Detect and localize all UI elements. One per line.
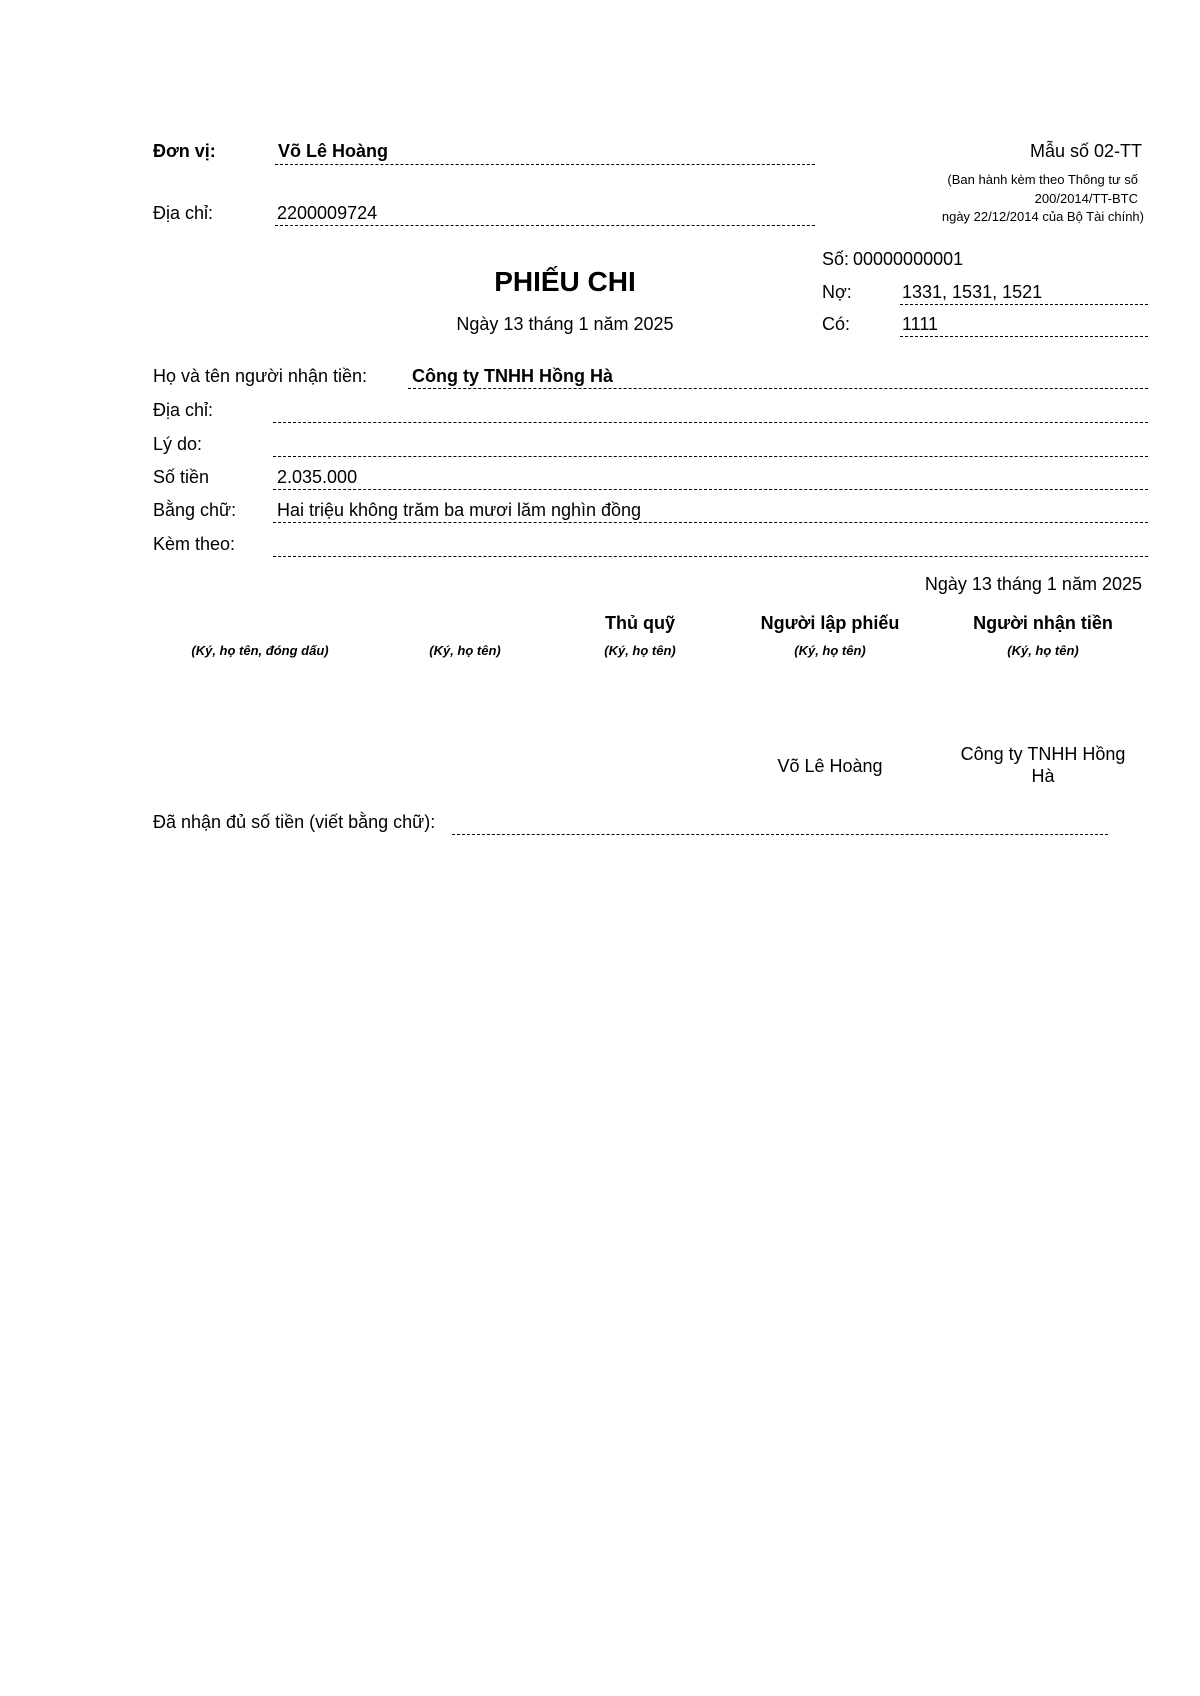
preparer-name: Võ Lê Hoàng bbox=[777, 756, 883, 776]
voucher-number-label: Số: bbox=[822, 249, 850, 269]
form-note-line2: 200/2014/TT-BTC bbox=[1034, 191, 1138, 206]
received-label: Đã nhận đủ số tiền (viết bằng chữ): bbox=[153, 812, 436, 832]
debit-label: Nợ: bbox=[822, 282, 852, 302]
amount-value: 2.035.000 bbox=[277, 467, 358, 487]
reason-underline bbox=[273, 456, 1148, 457]
attached-label: Kèm theo: bbox=[153, 534, 236, 554]
title-date: Ngày 13 tháng 1 năm 2025 bbox=[456, 314, 674, 334]
cashier-note: (Ký, họ tên) bbox=[604, 643, 676, 658]
unit-underline bbox=[275, 164, 815, 165]
words-label: Bằng chữ: bbox=[153, 500, 237, 520]
recipient-label: Họ và tên người nhận tiền: bbox=[153, 366, 367, 386]
page-title: PHIẾU CHI bbox=[494, 266, 636, 297]
preparer-title: Người lập phiếu bbox=[760, 613, 900, 633]
credit-value: 1111 bbox=[902, 314, 939, 334]
accountant-note: (Ký, họ tên) bbox=[429, 643, 501, 658]
recipient-value: Công ty TNHH Hồng Hà bbox=[412, 366, 613, 386]
director-note: (Ký, họ tên, đóng dấu) bbox=[191, 643, 329, 658]
credit-underline bbox=[900, 336, 1148, 337]
address-underline bbox=[275, 225, 815, 226]
unit-label: Đơn vị: bbox=[153, 141, 216, 161]
words-underline bbox=[273, 522, 1148, 523]
received-underline bbox=[452, 834, 1108, 835]
field-address-underline bbox=[273, 422, 1148, 423]
receiver-name-line2: Hà bbox=[1031, 766, 1055, 786]
address-value: 2200009724 bbox=[277, 203, 378, 223]
words-value: Hai triệu không trăm ba mươi lăm nghìn đồng bbox=[277, 500, 642, 520]
receiver-note: (Ký, họ tên) bbox=[1007, 643, 1079, 658]
amount-label: Số tiền bbox=[153, 467, 210, 487]
reason-label: Lý do: bbox=[153, 434, 203, 454]
form-note-line3: ngày 22/12/2014 của Bộ Tài chính) bbox=[941, 209, 1144, 224]
attached-underline bbox=[273, 556, 1148, 557]
amount-underline bbox=[273, 489, 1148, 490]
debit-value: 1331, 1531, 1521 bbox=[902, 282, 1043, 302]
cashier-title: Thủ quỹ bbox=[605, 613, 675, 633]
recipient-underline bbox=[408, 388, 1148, 389]
debit-underline bbox=[900, 304, 1148, 305]
receiver-title: Người nhận tiền bbox=[973, 613, 1113, 633]
field-address-label: Địa chỉ: bbox=[153, 400, 214, 420]
receiver-name-line1: Công ty TNHH Hồng bbox=[960, 744, 1126, 764]
preparer-note: (Ký, họ tên) bbox=[794, 643, 866, 658]
form-number: Mẫu số 02-TT bbox=[1029, 141, 1142, 161]
unit-value: Võ Lê Hoàng bbox=[278, 141, 389, 161]
credit-label: Có: bbox=[822, 314, 851, 334]
form-note-line1: (Ban hành kèm theo Thông tư số bbox=[947, 172, 1138, 187]
voucher-number-value: 00000000001 bbox=[853, 249, 964, 269]
address-label: Địa chỉ: bbox=[153, 203, 214, 223]
signature-date: Ngày 13 tháng 1 năm 2025 bbox=[924, 574, 1142, 594]
